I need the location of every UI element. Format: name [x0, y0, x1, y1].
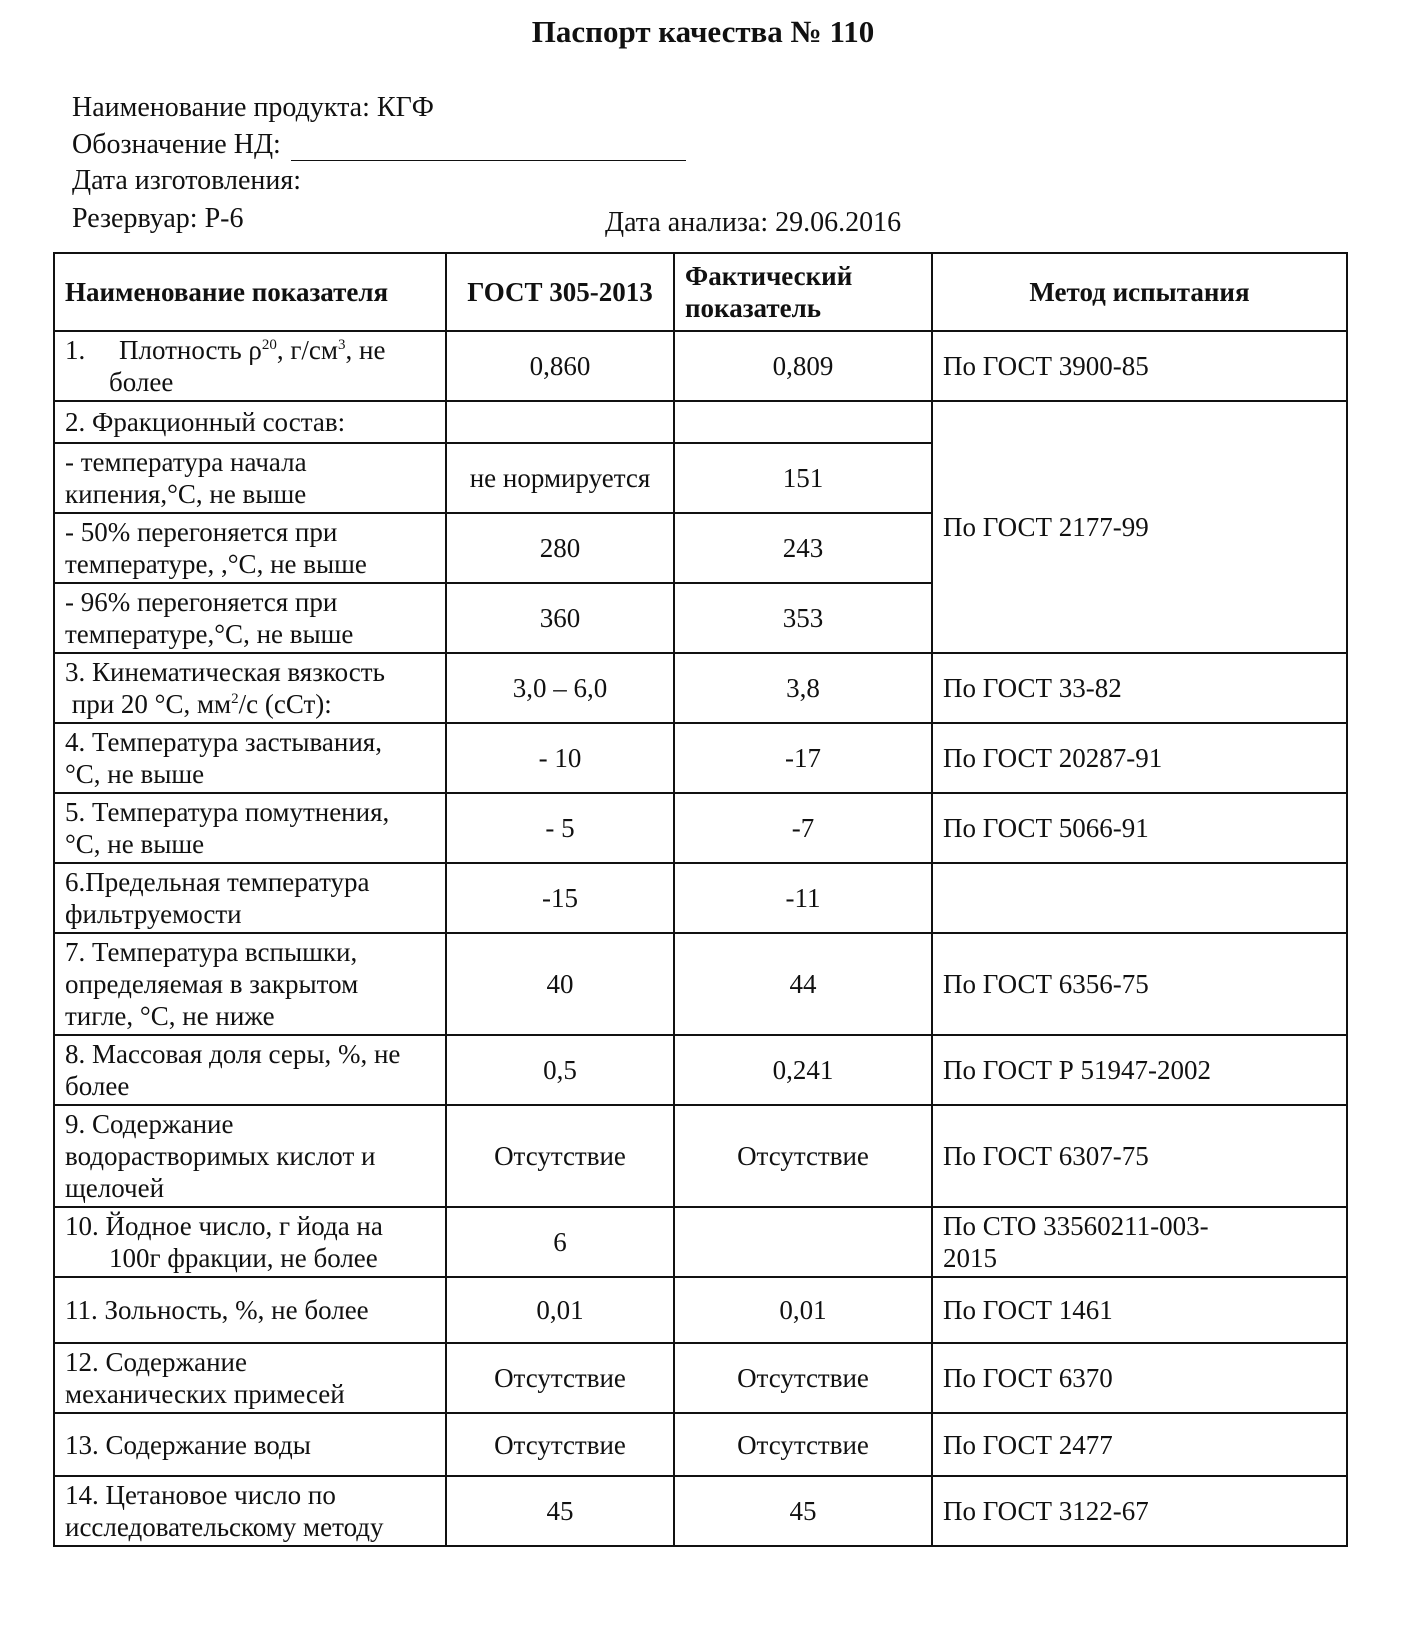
actual-value: -11	[674, 863, 932, 933]
test-method: По ГОСТ 6356-75	[932, 933, 1347, 1035]
gost-value: - 5	[446, 793, 674, 863]
header-indicator-name: Наименование показателя	[54, 253, 446, 331]
gost-value: 40	[446, 933, 674, 1035]
header-test-method: Метод испытания	[932, 253, 1347, 331]
header-actual-value: Фактический показатель	[674, 253, 932, 331]
actual-value: 0,241	[674, 1035, 932, 1105]
actual-value: 0,809	[674, 331, 932, 401]
analysis-date-value: 29.06.2016	[775, 207, 902, 238]
nd-designation-field	[72, 129, 686, 161]
test-method: По ГОСТ 6307-75	[932, 1105, 1347, 1207]
gost-value: 0,01	[446, 1277, 674, 1343]
test-method: По ГОСТ 1461	[932, 1277, 1347, 1343]
table-header-row	[54, 253, 1347, 331]
gost-value: 6	[446, 1207, 674, 1277]
analysis-date-label: Дата анализа:	[605, 207, 769, 238]
table-row	[54, 653, 1347, 723]
indicator-name: 7. Температура вспышки, определяемая в закрытом тигле, °С, не ниже	[54, 933, 446, 1035]
actual-value: 353	[674, 583, 932, 653]
table-row	[54, 1277, 1347, 1343]
indicator-name: 10. Йодное число, г йода на 100г фракции, не более	[54, 1207, 446, 1277]
manufacture-date-field	[72, 165, 301, 197]
gost-value: -15	[446, 863, 674, 933]
actual-value: Отсутствие	[674, 1343, 932, 1413]
table-row	[54, 1343, 1347, 1413]
actual-value: -17	[674, 723, 932, 793]
test-method: По ГОСТ 6370	[932, 1343, 1347, 1413]
test-method: По СТО 33560211-003- 2015	[932, 1207, 1347, 1277]
tank-value: Р-6	[204, 203, 244, 234]
table-row	[54, 793, 1347, 863]
indicator-name: 6.Предельная температура фильтруемости	[54, 863, 446, 933]
table-row	[54, 1413, 1347, 1476]
actual-value: 243	[674, 513, 932, 583]
actual-value: Отсутствие	[674, 1413, 932, 1476]
actual-value: 0,01	[674, 1277, 932, 1343]
gost-value: 0,860	[446, 331, 674, 401]
test-method: По ГОСТ 3122-67	[932, 1476, 1347, 1546]
tank-label: Резервуар:	[72, 203, 198, 234]
gost-value: - 10	[446, 723, 674, 793]
gost-value: 0,5	[446, 1035, 674, 1105]
product-value: КГФ	[376, 92, 434, 123]
manufacture-date-label: Дата изготовления:	[72, 165, 302, 196]
product-label: Наименование продукта:	[72, 92, 370, 123]
test-method: По ГОСТ 33-82	[932, 653, 1347, 723]
actual-value: -7	[674, 793, 932, 863]
test-method: По ГОСТ 2177-99	[932, 401, 1347, 653]
actual-value: 151	[674, 443, 932, 513]
indicator-name: 14. Цетановое число по исследовательскому методу	[54, 1476, 446, 1546]
table-row	[54, 331, 1347, 401]
gost-value: 360	[446, 583, 674, 653]
indicator-name: 1. Плотность $\rho^{20}$, $г/см^3$, не более	[54, 331, 446, 401]
actual-value: 45	[674, 1476, 932, 1546]
header-gost-standard: ГОСТ 305-2013	[446, 253, 674, 331]
tank-field	[72, 203, 243, 235]
gost-value: 3,0 – 6,0	[446, 653, 674, 723]
gost-value	[446, 401, 674, 443]
nd-label: Обозначение НД:	[72, 129, 281, 160]
table-row	[54, 401, 1347, 443]
test-method: По ГОСТ 20287-91	[932, 723, 1347, 793]
indicator-name: 13. Содержание воды	[54, 1413, 446, 1476]
gost-value: Отсутствие	[446, 1343, 674, 1413]
gost-value: Отсутствие	[446, 1105, 674, 1207]
table-row	[54, 1207, 1347, 1277]
indicator-name: 11. Зольность, %, не более	[54, 1277, 446, 1343]
actual-value: 3,8	[674, 653, 932, 723]
nd-blank-line	[291, 134, 686, 161]
table-row	[54, 863, 1347, 933]
indicator-name: 12. Содержание механических примесей	[54, 1343, 446, 1413]
indicator-name: 4. Температура застывания, °С, не выше	[54, 723, 446, 793]
gost-value: не нормируется	[446, 443, 674, 513]
analysis-date-field	[605, 207, 901, 239]
table-row	[54, 1035, 1347, 1105]
indicator-name: - температура начала кипения,°С, не выше	[54, 443, 446, 513]
indicator-name: 9. Содержание водорастворимых кислот и щелочей	[54, 1105, 446, 1207]
test-method: По ГОСТ 5066-91	[932, 793, 1347, 863]
actual-value	[674, 1207, 932, 1277]
table-row	[54, 723, 1347, 793]
table-row	[54, 1105, 1347, 1207]
table-row	[54, 1476, 1347, 1546]
indicator-name: 8. Массовая доля серы, %, не более	[54, 1035, 446, 1105]
quality-indicators-table	[53, 252, 1348, 1547]
indicator-name: - 50% перегоняется при температуре, ,°С, не выше	[54, 513, 446, 583]
table-row	[54, 933, 1347, 1035]
test-method	[932, 863, 1347, 933]
indicator-name: - 96% перегоняется при температуре,°С, не выше	[54, 583, 446, 653]
test-method: По ГОСТ Р 51947-2002	[932, 1035, 1347, 1105]
test-method: По ГОСТ 3900-85	[932, 331, 1347, 401]
gost-value: 45	[446, 1476, 674, 1546]
actual-value: Отсутствие	[674, 1105, 932, 1207]
indicator-name: 5. Температура помутнения, °С, не выше	[54, 793, 446, 863]
indicator-name: 2. Фракционный состав:	[54, 401, 446, 443]
test-method: По ГОСТ 2477	[932, 1413, 1347, 1476]
indicator-name: 3. Кинематическая вязкость при 20 °С, $мм^2/с$ (сСт):	[54, 653, 446, 723]
actual-value: 44	[674, 933, 932, 1035]
document-title: Паспорт качества № 110	[531, 14, 875, 49]
gost-value: Отсутствие	[446, 1413, 674, 1476]
product-name-field	[72, 92, 434, 124]
actual-value	[674, 401, 932, 443]
gost-value: 280	[446, 513, 674, 583]
